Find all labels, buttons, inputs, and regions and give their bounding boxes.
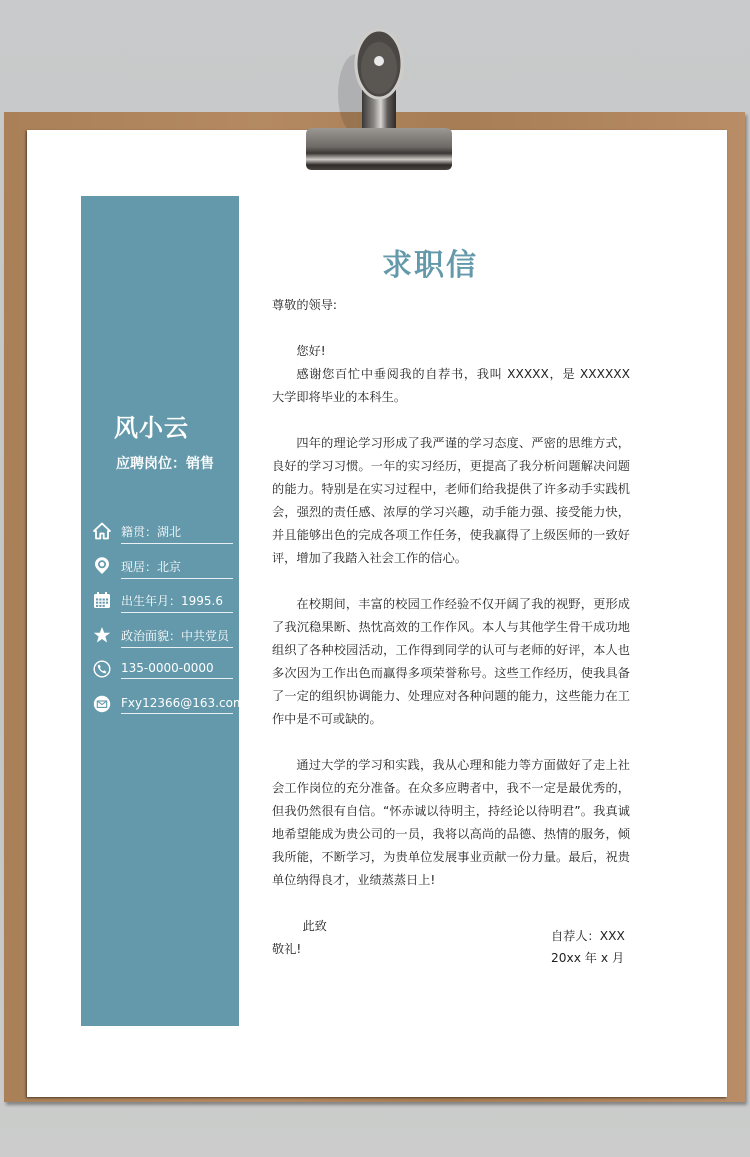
paragraph-campus: 在校期间，丰富的校园工作经验不仅开阔了我的视野，更形成了我沉稳果断、热忱高效的工作作风。本人与其他学生骨干成功地组织了各种校园活动，工作得到同学的认可与老师的好评，本人也多次因为工作出色而赢得多项荣誉称号。这些工作经历，使我具备了一定的组织协调能力、处理应对各种问题的能力，这些能力在工作中是不可或缺的。 bbox=[272, 597, 630, 726]
info-row-hometown bbox=[92, 521, 234, 545]
location-pin-icon bbox=[92, 556, 112, 576]
info-text: 籍贯：湖北 bbox=[121, 523, 233, 544]
salutation: 尊敬的领导: bbox=[272, 298, 338, 312]
calendar-icon bbox=[92, 590, 112, 610]
info-row-residence bbox=[92, 556, 234, 580]
paragraph-conclusion: 通过大学的学习和实践，我从心理和能力等方面做好了走上社会工作岗位的充分准备。在众多应聘者中，我不一定是最优秀的，但我仍然很有自信。“怀赤诚以待明主，持经论以待明君”。我真诚地希望能成为贵公司的一员，我将以高尚的品德、热情的服务，倾我所能，不断学习，为贵单位发展事业贡献一份力量。最后，祝贵单位纳得良才，业绩蒸蒸日上! bbox=[272, 758, 630, 887]
info-text: 现居：北京 bbox=[121, 558, 233, 579]
info-row-email bbox=[92, 694, 245, 718]
applied-position: 应聘岗位：销售 bbox=[116, 456, 214, 472]
paragraph-intro: 感谢您百忙中垂阅我的自荐书，我叫 XXXXX，是 XXXXXX 大学即将毕业的本科生。 bbox=[272, 367, 630, 404]
cover-letter-body bbox=[272, 294, 630, 961]
signature: 自荐人：XXX bbox=[551, 929, 625, 943]
greeting: 您好! bbox=[296, 344, 326, 358]
paragraph-study: 四年的理论学习形成了我严谨的学习态度、严密的思维方式，良好的学习习惯。一年的实习经历，更提高了我分析问题解决问题的能力。特别是在实习过程中，老师们给我提供了许多动手实践机会，强烈的责任感、浓厚的学习兴趣，动手能力强、接受能力快，并且能够出色的完成各项工作任务，使我赢得了上级医师的一致好评，增加了我踏入社会工作的信心。 bbox=[272, 436, 630, 565]
star-icon bbox=[92, 625, 112, 645]
date: 20xx 年 x 月 bbox=[551, 951, 625, 965]
info-row-birthdate bbox=[92, 590, 234, 614]
info-text: 135-0000-0000 bbox=[121, 661, 233, 679]
info-text: 政治面貌：中共党员 bbox=[121, 627, 233, 648]
applicant-name: 风小云 bbox=[114, 414, 189, 442]
info-row-political-status bbox=[92, 625, 234, 649]
info-row-phone bbox=[92, 659, 234, 683]
home-icon bbox=[92, 521, 112, 541]
phone-icon bbox=[92, 659, 112, 679]
closing-regards: 此致 bbox=[302, 919, 327, 933]
info-text: Fxy12366@163.com bbox=[121, 696, 233, 714]
closing-salute: 敬礼! bbox=[272, 942, 302, 956]
binder-clip-icon bbox=[296, 24, 462, 170]
info-text: 出生年月：1995.6 bbox=[121, 592, 233, 613]
email-icon bbox=[92, 694, 112, 714]
page-title: 求职信 bbox=[382, 248, 478, 283]
